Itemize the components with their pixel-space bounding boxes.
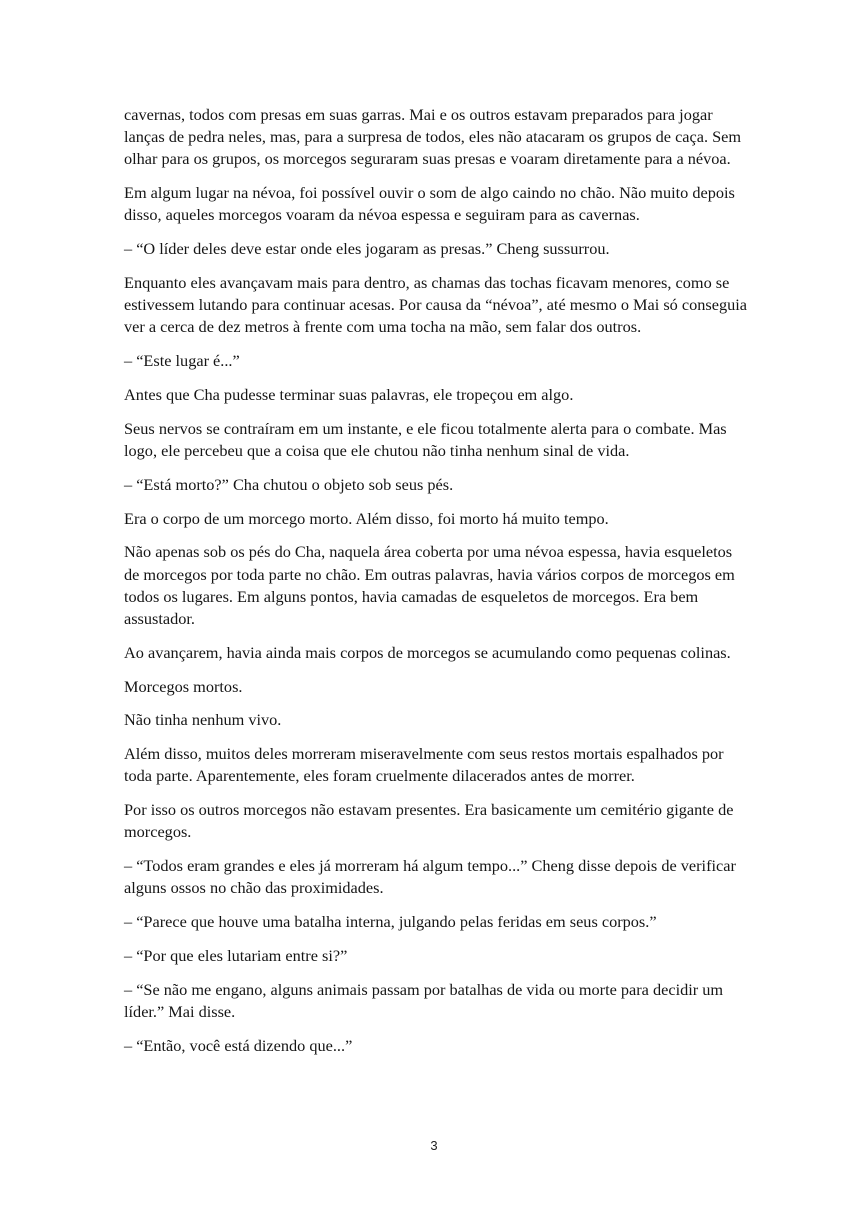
paragraph: cavernas, todos com presas em suas garras. Mai e os outros estavam preparados para jogar lanças de pedra neles, mas, para a surpresa de todos, eles não atacaram os grupos de caça. Sem olhar para os grupos, os morcegos seguraram suas presas e voaram diretamente para a névoa. xyxy=(124,105,742,169)
paragraph: Enquanto eles avançavam mais para dentro, as chamas das tochas ficavam menores, como se estivessem lutando para continuar acesas. Por causa da “névoa”, até mesmo o Mai só conseguia ver a cerca de dez metros à frente com uma tocha na mão, sem falar dos outros. xyxy=(124,273,747,337)
paragraph: Ao avançarem, havia ainda mais corpos de morcegos se acumulando como pequenas colinas. xyxy=(124,642,731,662)
paragraph: – “Então, você está dizendo que...” xyxy=(124,1035,353,1055)
paragraph: – “Parece que houve uma batalha interna, julgando pelas feridas em seus corpos.” xyxy=(124,912,657,932)
page-number: 3 xyxy=(430,1138,438,1153)
paragraph: Além disso, muitos deles morreram miseravelmente com seus restos mortais espalhados por toda parte. Aparentemente, eles foram cruelmente dilacerados antes de morrer. xyxy=(124,744,724,786)
paragraph: Seus nervos se contraíram em um instante, e ele ficou totalmente alerta para o combate. Mas logo, ele percebeu que a coisa que ele chutou não tinha nenhum sinal de vida. xyxy=(124,418,727,460)
paragraph: – “Está morto?” Cha chutou o objeto sob seus pés. xyxy=(124,474,454,494)
paragraph: Não apenas sob os pés do Cha, naquela área coberta por uma névoa espessa, havia esqueletos de morcegos por toda parte no chão. Em outras palavras, havia vários corpos de morcegos em todos os lugares. Em alguns pontos, havia camadas de esqueletos de morcegos. Era bem assustador. xyxy=(124,542,735,628)
paragraph: Em algum lugar na névoa, foi possível ouvir o som de algo caindo no chão. Não muito depois disso, aqueles morcegos voaram da névoa espessa e seguiram para as cavernas. xyxy=(124,183,735,225)
paragraph: – “Este lugar é...” xyxy=(124,351,240,371)
paragraph: – “Por que eles lutariam entre si?” xyxy=(124,945,348,965)
paragraph: Era o corpo de um morcego morto. Além disso, foi morto há muito tempo. xyxy=(124,508,609,528)
paragraph: Morcegos mortos. xyxy=(124,676,243,696)
paragraph: – “Se não me engano, alguns animais passam por batalhas de vida ou morte para decidir um líder.” Mai disse. xyxy=(124,979,724,1021)
paragraph: Não tinha nenhum vivo. xyxy=(124,710,282,730)
paragraph: – “Todos eram grandes e eles já morreram há algum tempo...” Cheng disse depois de verificar alguns ossos no chão das proximidades. xyxy=(124,856,736,898)
paragraph: – “O líder deles deve estar onde eles jogaram as presas.” Cheng sussurrou. xyxy=(124,239,610,259)
body-text xyxy=(124,104,748,1069)
paragraph: Antes que Cha pudesse terminar suas palavras, ele tropeçou em algo. xyxy=(124,385,574,404)
paragraph: Por isso os outros morcegos não estavam presentes. Era basicamente um cemitério gigante de morcegos. xyxy=(124,800,734,842)
